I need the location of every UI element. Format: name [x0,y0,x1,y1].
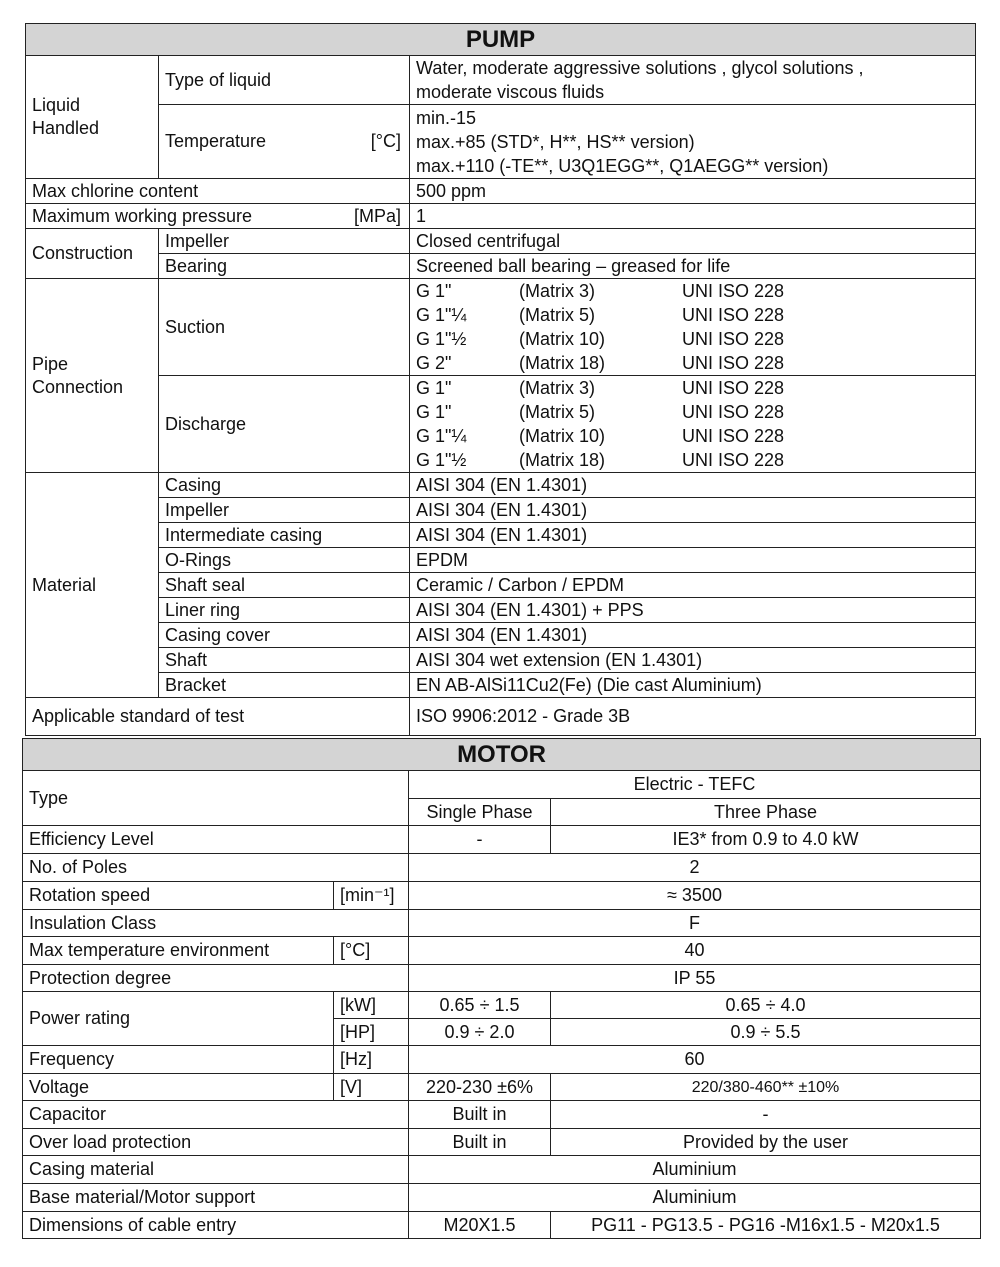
thread-size: G 2" [416,353,452,373]
matrix: (Matrix 10) [519,329,606,349]
material-item-value: AISI 304 (EN 1.4301) [410,473,976,498]
material-item-value: AISI 304 (EN 1.4301) + PPS [410,598,976,623]
protection-value: IP 55 [409,965,981,992]
cable-entry-three: PG11 - PG13.5 - PG16 -M16x1.5 - M20x1.5 [551,1212,981,1239]
power-kw-single: 0.65 ÷ 1.5 [409,992,551,1019]
rotation-value: ≈ 3500 [409,882,981,910]
thread-size: G 1"¼ [416,305,467,325]
discharge-label: Discharge [159,376,410,473]
voltage-label: Voltage [23,1074,334,1101]
standard: UNI ISO 228 [682,450,785,470]
material-label: Material [26,473,159,698]
standard: UNI ISO 228 [682,402,785,422]
matrix: (Matrix 3) [519,281,595,301]
unit-text: [°C] [370,131,401,151]
text-line: max.+110 (-TE**, U3Q1EGG**, Q1AEGG** version) [416,155,829,176]
efficiency-single: - [409,826,551,854]
material-item-value: EN AB-AlSi11Cu2(Fe) (Die cast Aluminium) [410,673,976,698]
base-material-label: Base material/Motor support [23,1184,409,1212]
thread-size: G 1" [416,378,452,398]
pipe-connection-label: Pipe Connection [26,279,159,473]
overload-label: Over load protection [23,1129,409,1156]
poles-label: No. of Poles [23,854,409,882]
temperature-value [410,105,976,179]
motor-title: MOTOR [23,739,981,771]
cable-entry-label: Dimensions of cable entry [23,1212,409,1239]
insulation-value: F [409,910,981,937]
material-item-value: AISI 304 (EN 1.4301) [410,498,976,523]
cable-entry-single: M20X1.5 [409,1212,551,1239]
material-item-value: AISI 304 (EN 1.4301) [410,523,976,548]
efficiency-label: Efficiency Level [23,826,409,854]
standard: UNI ISO 228 [682,305,785,325]
power-kw-three: 0.65 ÷ 4.0 [551,992,981,1019]
text-line: min.-15 [416,107,477,128]
max-chlorine-label: Max chlorine content [26,179,410,204]
material-item-label: Casing [159,473,410,498]
pump-table [25,23,976,736]
matrix: (Matrix 10) [519,426,606,446]
voltage-three: 220/380-460** ±10% [551,1074,981,1101]
suction-values [410,279,976,376]
overload-single: Built in [409,1129,551,1156]
label-text: Temperature [165,131,267,151]
matrix: (Matrix 18) [519,353,606,373]
poles-value: 2 [409,854,981,882]
material-item-label: Shaft seal [159,573,410,598]
max-temp-unit: [°C] [334,937,409,965]
construction-impeller-value: Closed centrifugal [410,229,976,254]
suction-row [416,351,975,375]
thread-size: G 1"¼ [416,426,467,446]
material-item-label: Intermediate casing [159,523,410,548]
standard-value: ISO 9906:2012 - Grade 3B [410,698,976,736]
matrix: (Matrix 5) [519,305,595,325]
capacitor-single: Built in [409,1101,551,1129]
overload-three: Provided by the user [551,1129,981,1156]
thread-size: G 1"½ [416,329,467,349]
text-line: Water, moderate aggressive solutions , glycol solutions , [416,58,864,78]
frequency-value: 60 [409,1046,981,1074]
type-of-liquid-label: Type of liquid [159,56,410,105]
material-item-label: Shaft [159,648,410,673]
pump-title: PUMP [26,24,976,56]
type-of-liquid-value [410,56,976,105]
discharge-row [416,400,975,424]
voltage-single: 220-230 ±6% [409,1074,551,1101]
rotation-label: Rotation speed [23,882,334,910]
rotation-unit: [min⁻¹] [334,882,409,910]
power-label: Power rating [23,992,334,1046]
single-phase-header: Single Phase [409,799,551,826]
label-text: Maximum working pressure [32,205,253,226]
thread-size: G 1" [416,281,452,301]
material-item-value: EPDM [410,548,976,573]
matrix: (Matrix 3) [519,378,595,398]
material-item-value: AISI 304 (EN 1.4301) [410,623,976,648]
suction-row [416,327,975,351]
construction-bearing-value: Screened ball bearing – greased for life [410,254,976,279]
three-phase-header: Three Phase [551,799,981,826]
construction-label: Construction [26,229,159,279]
discharge-values [410,376,976,473]
standard: UNI ISO 228 [682,329,785,349]
standard: UNI ISO 228 [682,426,785,446]
insulation-label: Insulation Class [23,910,409,937]
liquid-handled-label: Liquid Handled [26,56,159,179]
material-item-label: O-Rings [159,548,410,573]
power-hp-unit: [HP] [334,1019,409,1046]
standard: UNI ISO 228 [682,281,785,301]
power-hp-single: 0.9 ÷ 2.0 [409,1019,551,1046]
power-hp-three: 0.9 ÷ 5.5 [551,1019,981,1046]
max-chlorine-value: 500 ppm [410,179,976,204]
casing-material-label: Casing material [23,1156,409,1184]
standard-label: Applicable standard of test [26,698,410,736]
power-kw-unit: [kW] [334,992,409,1019]
protection-label: Protection degree [23,965,409,992]
capacitor-label: Capacitor [23,1101,409,1129]
material-item-label: Casing cover [159,623,410,648]
material-item-label: Impeller [159,498,410,523]
matrix: (Matrix 5) [519,402,595,422]
suction-row [416,279,975,303]
material-item-label: Bracket [159,673,410,698]
standard: UNI ISO 228 [682,378,785,398]
efficiency-three: IE3* from 0.9 to 4.0 kW [551,826,981,854]
type-value: Electric - TEFC [409,771,981,799]
construction-impeller-label: Impeller [159,229,410,254]
discharge-row [416,424,975,448]
max-pressure-value: 1 [410,204,976,229]
capacitor-three: - [551,1101,981,1129]
standard: UNI ISO 228 [682,353,785,373]
discharge-row [416,376,975,400]
material-item-value: AISI 304 wet extension (EN 1.4301) [410,648,976,673]
max-pressure-label [26,204,410,229]
matrix: (Matrix 18) [519,450,606,470]
temperature-label [159,105,410,179]
material-item-label: Liner ring [159,598,410,623]
max-temp-label: Max temperature environment [23,937,334,965]
material-item-value: Ceramic / Carbon / EPDM [410,573,976,598]
max-temp-value: 40 [409,937,981,965]
base-material-value: Aluminium [409,1184,981,1212]
motor-table [22,738,981,1239]
frequency-unit: [Hz] [334,1046,409,1074]
voltage-unit: [V] [334,1074,409,1101]
suction-label: Suction [159,279,410,376]
text-line: max.+85 (STD*, H**, HS** version) [416,131,695,152]
frequency-label: Frequency [23,1046,334,1074]
suction-row [416,303,975,327]
thread-size: G 1" [416,402,452,422]
unit-text: [MPa] [353,205,401,226]
construction-bearing-label: Bearing [159,254,410,279]
casing-material-value: Aluminium [409,1156,981,1184]
text-line: moderate viscous fluids [416,82,605,102]
thread-size: G 1"½ [416,450,467,470]
discharge-row [416,448,975,472]
type-label: Type [23,771,409,826]
